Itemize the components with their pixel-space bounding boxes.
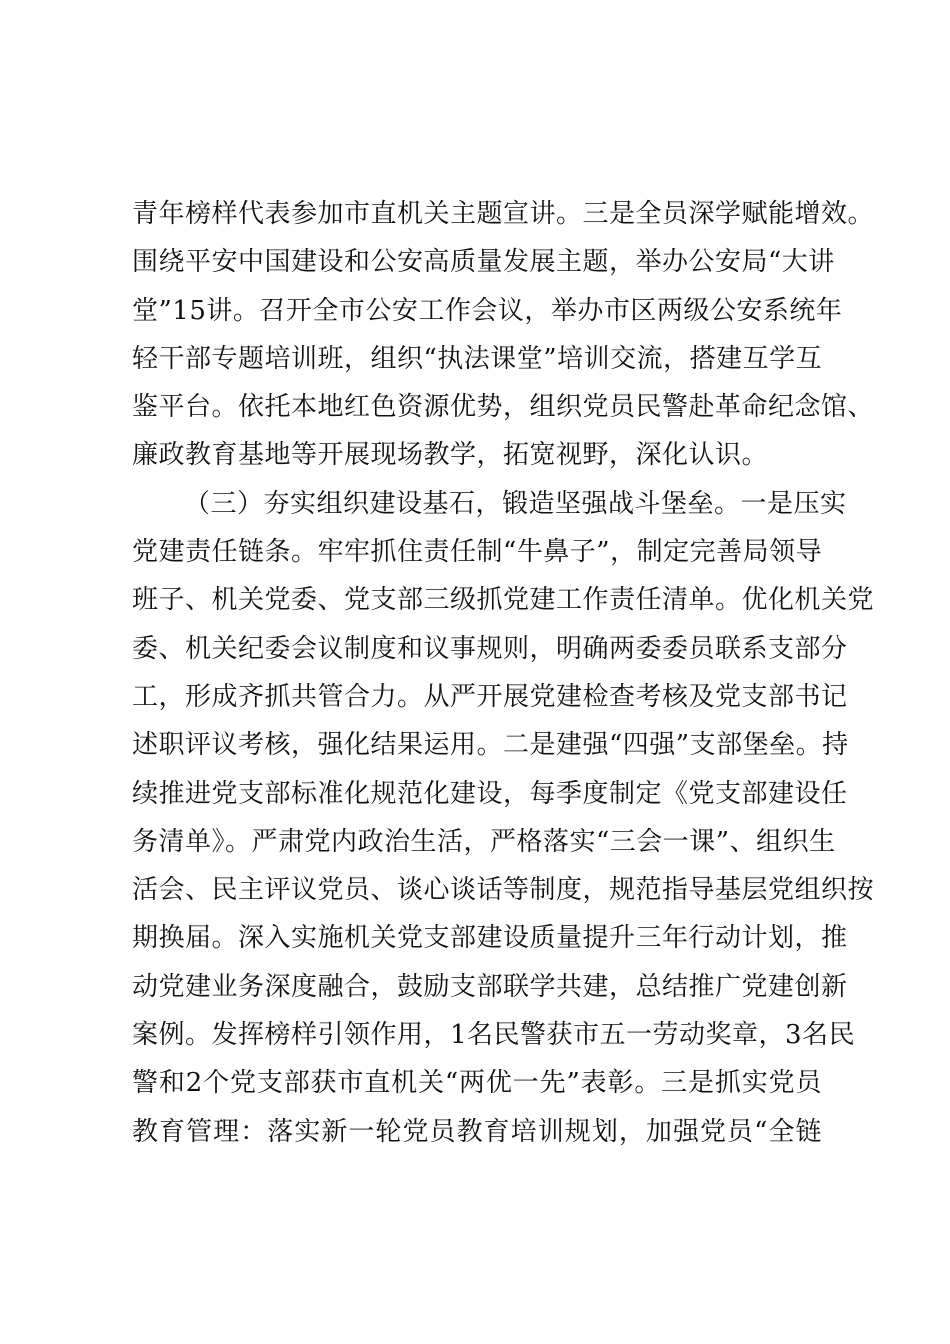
text-line: 续推进党支部标准化规范化建设，每季度制定《党支部建设任 [132,778,848,809]
text-line: 党建责任链条。牢牢抓住责任制“牛鼻子”，制定完善局领导 [132,537,823,568]
text-line: 轻干部专题培训班，组织“执法课堂”培训交流，搭建互学互 [132,343,823,374]
text-line: 班子、机关党委、党支部三级抓党建工作责任清单。优化机关党 [132,585,875,616]
text-line: 动党建业务深度融合，鼓励支部联学共建，总结推广党建创新 [132,971,848,1002]
text-line: 堂”15讲。召开全市公安工作会议，举办市区两级公安系统年 [132,295,843,326]
body-text [132,190,875,1156]
paragraph-end-line: 廉政教育基地等开展现场教学，拓宽视野，深化认识。 [132,440,769,471]
text-line: 工，形成齐抓共管合力。从严开展党建检查考核及党支部书记 [132,681,848,712]
text-line: 期换届。深入实施机关党支部建设质量提升三年行动计划，推 [132,923,848,954]
text-line: 案例。发挥榜样引领作用，1名民警获市五一劳动奖章，3名民 [132,1020,856,1051]
text-line: 委、机关纪委会议制度和议事规则，明确两委委员联系支部分 [132,633,848,664]
text-line: 青年榜样代表参加市直机关主题宣讲。三是全员深学赋能增效。 [132,199,875,229]
text-line: 鉴平台。依托本地红色资源优势，组织党员民警赴革命纪念馆、 [132,392,875,423]
section-heading-line: （三）夯实组织建设基石，锻造坚强战斗堡垒。一是压实 [184,488,847,519]
text-line: 活会、民主评议党员、谈心谈话等制度，规范指导基层党组织按 [132,875,875,906]
text-line: 务清单》。严肃党内政治生活，严格落实“三会一课”、组织生 [132,826,836,857]
text-line: 围绕平安中国建设和公安高质量发展主题，举办公安局“大讲 [132,247,835,278]
text-line: 警和2个党支部获市直机关“两优一先”表彰。三是抓实党员 [132,1068,822,1099]
text-line: 述职评议考核，强化结果运用。二是建强“四强”支部堡垒。持 [132,730,849,761]
text-line: 教育管理：落实新一轮党员教育培训规划，加强党员“全链 [132,1116,822,1147]
